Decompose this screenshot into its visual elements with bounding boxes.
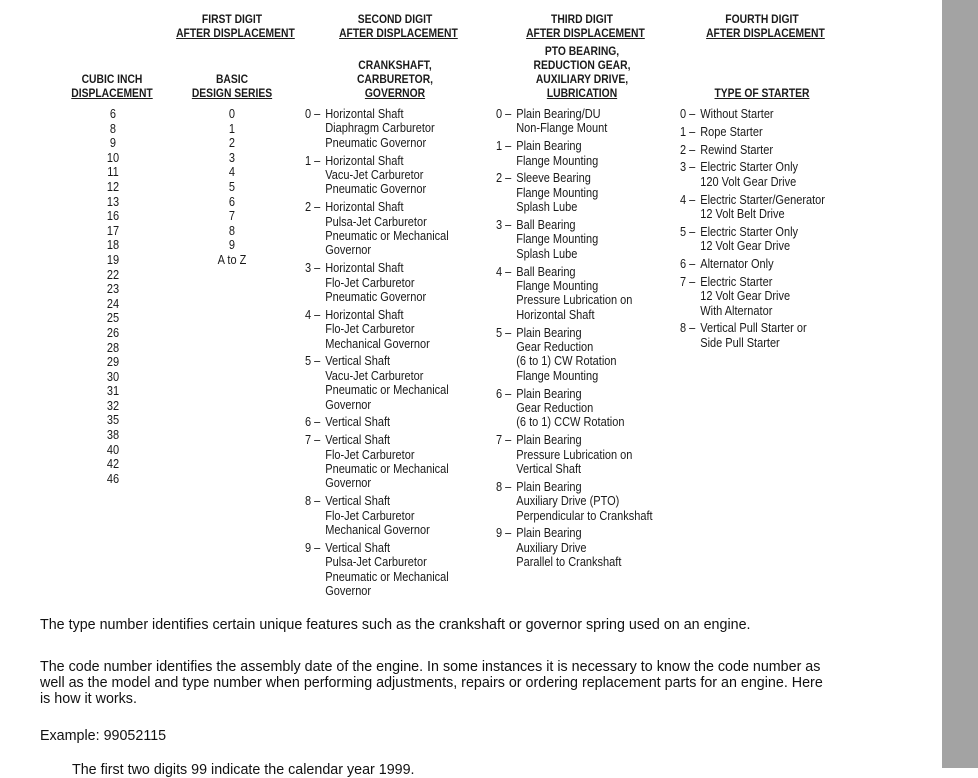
header-line: THIRD DIGIT (551, 12, 613, 26)
list-item: 28 (106, 340, 120, 355)
item-text-line: Horizontal Shaft (325, 200, 404, 215)
list-item (680, 275, 825, 318)
item-text-line: Splash Lube (516, 200, 578, 215)
item-text-line: Plain Bearing (516, 526, 582, 541)
first-digit-header (176, 12, 295, 40)
header-line: DESIGN SERIES (191, 86, 273, 100)
cutoff-line-text: The first two digits 99 indicate the calendar year 1999. (72, 762, 415, 778)
list-item (305, 107, 449, 150)
item-text-line: Pressure Lubrication on (516, 447, 633, 462)
item-text-line: Rope Starter (700, 124, 763, 139)
item-text-line: Auxiliary Drive (PTO) (516, 494, 620, 509)
list-item: 31 (106, 384, 120, 399)
item-text-line: Flange Mounting (516, 279, 599, 294)
list-item (680, 193, 825, 222)
header-line: GOVERNOR (364, 86, 426, 100)
item-text-line: Pneumatic or Mechanical (325, 569, 449, 584)
list-item: 9 (228, 238, 236, 253)
item-text-line: Governor (325, 476, 372, 491)
item-text-line: Plain Bearing (516, 386, 582, 401)
item-number: 1 – (680, 124, 696, 139)
list-item: 19 (106, 252, 120, 267)
list-item: 11 (107, 165, 119, 180)
list-item (496, 171, 653, 214)
item-number: 5 – (305, 354, 321, 369)
list-item (305, 354, 449, 412)
list-item: 5 (228, 179, 236, 194)
header-line: AUXILIARY DRIVE, (535, 72, 629, 86)
list-item: 40 (106, 442, 120, 457)
item-text-line: Governor (325, 397, 372, 412)
item-text-line: Splash Lube (516, 246, 578, 261)
list-item (496, 107, 653, 136)
item-text-line: Governor (325, 584, 372, 599)
list-item (680, 107, 825, 121)
item-number: 8 – (305, 494, 321, 509)
list-item (496, 326, 653, 384)
item-text-line: Plain Bearing (516, 433, 582, 448)
item-number: 2 – (305, 200, 321, 215)
item-text-line: Vertical Shaft (325, 540, 391, 555)
item-text-line: Pneumatic Governor (325, 182, 427, 197)
item-text-line: Electric Starter/Generator (700, 192, 825, 207)
item-text-line: (6 to 1) CCW Rotation (516, 415, 625, 430)
list-item: 13 (106, 194, 120, 209)
header-line: PTO BEARING, (544, 44, 620, 58)
item-text-line: Vertical Shaft (325, 415, 391, 430)
item-text-line: Auxiliary Drive (516, 540, 587, 555)
header-line: SECOND DIGIT (357, 12, 433, 26)
item-text-line: Electric Starter Only (700, 160, 799, 175)
item-text-line: Mechanical Governor (325, 336, 430, 351)
item-text-line: Gear Reduction (516, 340, 594, 355)
item-text-line: Vertical Pull Starter or (700, 321, 807, 336)
item-text-line: Plain Bearing (516, 479, 582, 494)
header-line: CUBIC INCH (81, 72, 143, 86)
list-item (305, 200, 449, 258)
list-item: 32 (106, 398, 120, 413)
list-item: 8 (109, 121, 117, 136)
item-number: 1 – (305, 153, 321, 168)
header-line: BASIC (215, 72, 249, 86)
basic-design-header (189, 72, 275, 100)
item-text-line: Diaphragm Carburetor (325, 121, 435, 136)
list-item (680, 321, 825, 350)
third-digit-header (526, 12, 645, 40)
item-text-line: Vacu-Jet Carburetor (325, 168, 424, 183)
item-text-line: Governor (325, 243, 372, 258)
item-text-line: Vertical Shaft (325, 354, 391, 369)
list-item (305, 154, 449, 197)
list-item (305, 541, 449, 599)
item-number: 5 – (496, 325, 512, 340)
item-text-line: Vertical Shaft (325, 433, 391, 448)
second-digit-header (339, 12, 458, 40)
item-number: 7 – (496, 433, 512, 448)
list-item (680, 143, 825, 157)
list-item: 46 (106, 471, 120, 486)
list-item (496, 265, 653, 323)
list-item: 2 (228, 136, 236, 151)
list-item: 3 (228, 150, 236, 165)
item-number: 5 – (680, 224, 696, 239)
list-item (680, 160, 825, 189)
second-digit-subheader (339, 58, 451, 100)
item-text-line: Flo-Jet Carburetor (325, 447, 415, 462)
item-number: 3 – (305, 261, 321, 276)
item-text-line: Flange Mounting (516, 368, 599, 383)
item-number: 9 – (496, 526, 512, 541)
item-text-line: Side Pull Starter (700, 335, 780, 350)
list-item: 38 (106, 428, 120, 443)
list-item: 24 (106, 296, 120, 311)
item-text-line: Ball Bearing (516, 264, 576, 279)
example-text: Example: 99052115 (40, 728, 167, 744)
list-item: 30 (106, 369, 120, 384)
item-text-line: Perpendicular to Crankshaft (516, 508, 653, 523)
item-number: 3 – (680, 160, 696, 175)
item-text-line: Plain Bearing/DU (516, 107, 601, 121)
list-item: 9 (109, 136, 117, 151)
list-item (496, 218, 653, 261)
vertical-scrollbar[interactable] (942, 0, 978, 768)
code-number-paragraph: The code number identifies the assembly date of the engine. In some instances it is necessary to know the code number as well as the model and type number when performing adjustments, repairs or ordering replacement parts for an engine. Here is how it works. (40, 659, 823, 707)
item-text-line: Flange Mounting (516, 232, 599, 247)
header-line: DISPLACEMENT (71, 86, 153, 100)
header-line: FOURTH DIGIT (725, 12, 799, 26)
header-line: AFTER DISPLACEMENT (526, 26, 645, 40)
cutoff-list-item (72, 762, 872, 778)
item-text-line: Flo-Jet Carburetor (325, 508, 415, 523)
displacement-list (86, 107, 141, 486)
list-item: 29 (106, 355, 120, 370)
fourth-digit-list (680, 107, 825, 354)
item-text-line: Electric Starter Only (700, 224, 799, 239)
list-item: 18 (106, 238, 120, 253)
list-item (680, 125, 825, 139)
header-line: AFTER DISPLACEMENT (339, 26, 458, 40)
list-item: 42 (106, 457, 120, 472)
list-item (305, 308, 449, 351)
item-text-line: Vertical Shaft (325, 494, 391, 509)
item-text-line: Parallel to Crankshaft (516, 555, 622, 570)
item-text-line: Non-Flange Mount (516, 121, 608, 136)
list-item (496, 139, 653, 168)
item-text-line: Horizontal Shaft (325, 307, 404, 322)
item-text-line: Plain Bearing (516, 325, 582, 340)
header-line: FIRST DIGIT (201, 12, 263, 26)
item-text-line: Pneumatic Governor (325, 290, 427, 305)
list-item: 26 (106, 325, 120, 340)
item-text-line: Flange Mounting (516, 153, 599, 168)
list-item: 16 (106, 209, 120, 224)
item-text-line: Flo-Jet Carburetor (325, 322, 415, 337)
item-number: 9 – (305, 540, 321, 555)
item-text-line: Electric Starter (700, 274, 773, 289)
item-number: 8 – (680, 321, 696, 336)
item-text-line: Horizontal Shaft (325, 153, 404, 168)
list-item: 23 (106, 282, 120, 297)
item-text-line: Alternator Only (700, 257, 774, 271)
item-number: 4 – (680, 192, 696, 207)
item-text-line: Without Starter (700, 107, 774, 121)
item-text-line: (6 to 1) CW Rotation (516, 354, 617, 369)
list-item (680, 257, 825, 271)
item-text-line: Pulsa-Jet Carburetor (325, 214, 427, 229)
header-line: AFTER DISPLACEMENT (706, 26, 825, 40)
list-item (496, 480, 653, 523)
item-text-line: With Alternator (700, 303, 773, 318)
item-number: 2 – (680, 142, 696, 157)
item-text-line: Pressure Lubrication on (516, 293, 633, 308)
cubic-inch-header (69, 72, 155, 100)
type-number-paragraph: The type number identifies certain unique features such as the crankshaft or governor spring used on an engine. (40, 617, 751, 633)
item-number: 6 – (305, 415, 321, 430)
list-item: 4 (228, 165, 236, 180)
item-number: 1 – (496, 139, 512, 154)
second-digit-list (305, 107, 449, 602)
fourth-digit-header (706, 12, 825, 40)
item-text-line: Vacu-Jet Carburetor (325, 368, 424, 383)
item-text-line: Rewind Starter (700, 142, 774, 157)
third-digit-subheader (526, 44, 638, 100)
header-line: CRANKSHAFT, (358, 58, 432, 72)
item-number: 0 – (496, 107, 512, 121)
item-text-line: Vertical Shaft (516, 462, 582, 477)
type-of-starter-header: TYPE OF STARTER (714, 86, 810, 100)
header-line: CARBURETOR, (356, 72, 434, 86)
item-text-line: Flange Mounting (516, 185, 599, 200)
list-item (305, 433, 449, 491)
list-item (680, 225, 825, 254)
item-number: 8 – (496, 479, 512, 494)
item-text-line: Horizontal Shaft (516, 307, 595, 322)
header-line: LUBRICATION (546, 86, 618, 100)
item-number: 7 – (680, 274, 696, 289)
item-text-line: Ball Bearing (516, 218, 576, 233)
list-item: 0 (228, 107, 236, 121)
list-item: 12 (106, 179, 120, 194)
item-number: 0 – (680, 107, 696, 121)
header-line: REDUCTION GEAR, (533, 58, 631, 72)
item-number: 2 – (496, 171, 512, 186)
list-item (305, 415, 449, 429)
list-item: 8 (228, 223, 236, 238)
item-number: 7 – (305, 433, 321, 448)
item-text-line: Plain Bearing (516, 139, 582, 154)
item-text-line: 12 Volt Gear Drive (700, 239, 791, 254)
item-text-line: 12 Volt Gear Drive (700, 289, 791, 304)
item-text-line: Pulsa-Jet Carburetor (325, 555, 427, 570)
list-item: 17 (106, 223, 120, 238)
list-item: 7 (228, 209, 236, 224)
item-number: 6 – (496, 386, 512, 401)
item-number: 3 – (496, 218, 512, 233)
item-text-line: Pneumatic Governor (325, 135, 427, 150)
item-text-line: Mechanical Governor (325, 523, 430, 538)
design-series-list (205, 107, 260, 268)
item-number: 6 – (680, 257, 696, 271)
list-item (305, 494, 449, 537)
list-item: 10 (106, 150, 120, 165)
list-item: 1 (228, 121, 236, 136)
list-item (305, 261, 449, 304)
list-item: 6 (109, 107, 117, 121)
item-text-line: Pneumatic or Mechanical (325, 383, 449, 398)
item-text-line: 120 Volt Gear Drive (700, 174, 797, 189)
item-text-line: Horizontal Shaft (325, 261, 404, 276)
list-item: 25 (106, 311, 120, 326)
item-text-line: 12 Volt Belt Drive (700, 207, 785, 221)
item-text-line: Pneumatic or Mechanical (325, 462, 449, 477)
third-digit-list (496, 107, 653, 573)
item-text-line: Flo-Jet Carburetor (325, 275, 415, 290)
list-item: A to Z (217, 252, 247, 267)
item-text-line: Gear Reduction (516, 401, 594, 416)
item-text-line: Sleeve Bearing (516, 171, 591, 186)
list-item: 6 (228, 194, 236, 209)
list-item: 22 (106, 267, 120, 282)
list-item (496, 387, 653, 430)
list-item (496, 526, 653, 569)
item-text-line: Pneumatic or Mechanical (325, 229, 449, 244)
item-number: 4 – (496, 264, 512, 279)
item-text-line: Horizontal Shaft (325, 107, 404, 121)
list-item (496, 433, 653, 476)
item-number: 4 – (305, 307, 321, 322)
item-number: 0 – (305, 107, 321, 121)
header-line: AFTER DISPLACEMENT (176, 26, 295, 40)
list-item: 35 (106, 413, 120, 428)
